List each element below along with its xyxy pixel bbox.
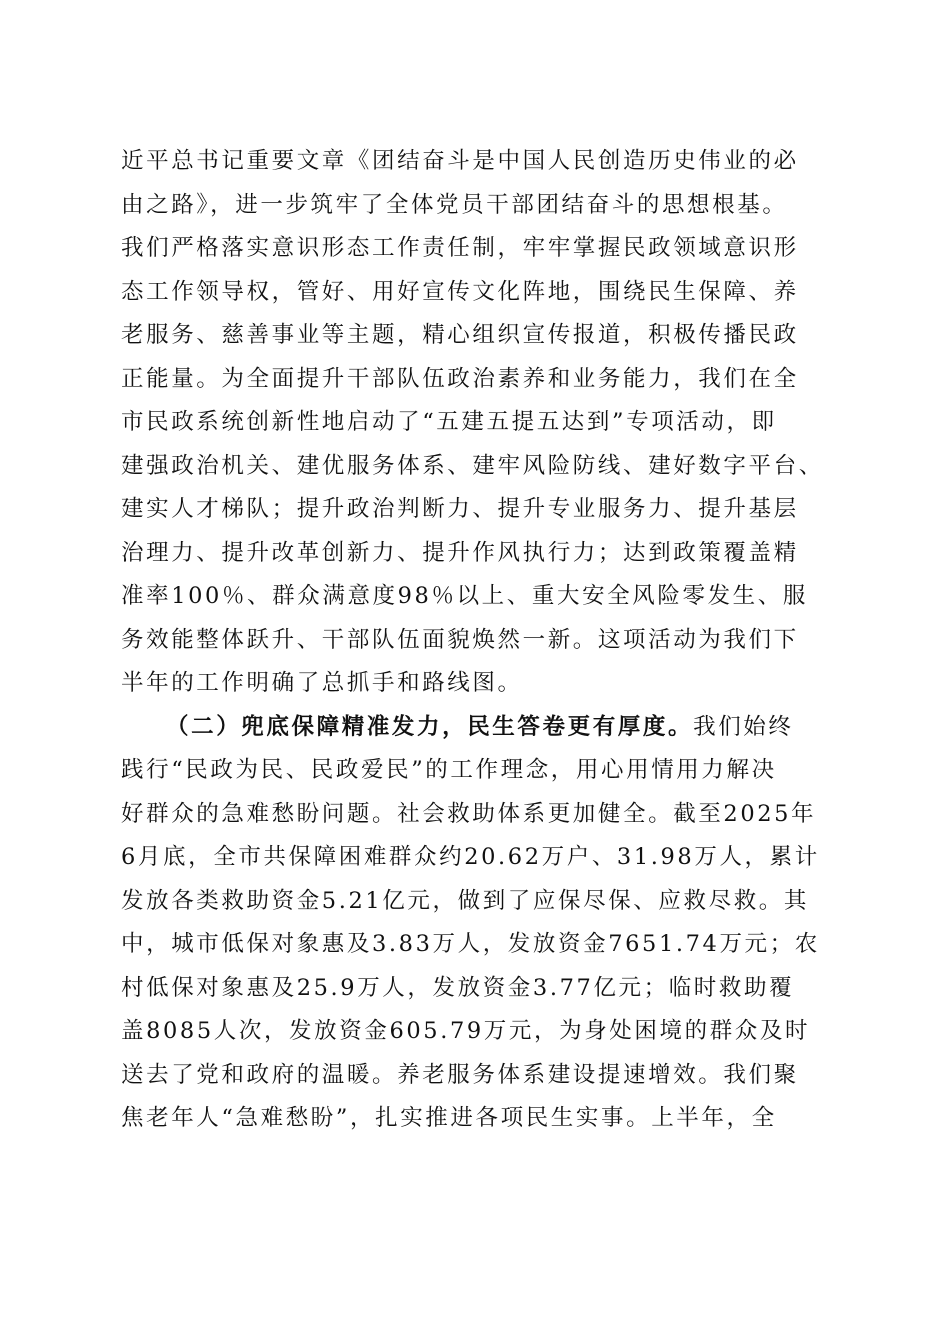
text-line: 务效能整体跃升、干部队伍面貌焕然一新。这项活动为我们下 [121, 626, 799, 653]
text-line: 送去了党和政府的温暖。养老服务体系建设提速增效。我们聚 [121, 1061, 799, 1088]
text-line: 治理力、提升改革创新力、提升作风执行力；达到政策覆盖精 [121, 539, 799, 566]
text-line: 焦老年人“急难愁盼”，扎实推进各项民生实事。上半年，全 [121, 1105, 777, 1131]
text-line: 6月底，全市共保障困难群众约20.62万户、31.98万人，累计 [121, 844, 820, 870]
text-line: 由之路》，进一步筑牢了全体党员干部团结奋斗的思想根基。 [121, 191, 788, 218]
paragraph-1 [121, 140, 841, 706]
section-heading: （二）兜底保障精准发力，民生答卷更有厚度。 [166, 713, 694, 740]
text-line: 我们严格落实意识形态工作责任制，牢牢掌握民政领域意识形 [121, 235, 799, 261]
text-line: 村低保对象惠及25.9万人，发放资金3.77亿元；临时救助覆 [121, 974, 795, 1001]
text-line: 建强政治机关、建优服务体系、建牢风险防线、建好数字平台、 [121, 452, 824, 479]
text-line: 准率100％、群众满意度98％以上、重大安全风险零发生、服 [121, 583, 808, 609]
text-line: 践行“民政为民、民政爱民”的工作理念，用心用情用力解决 [121, 757, 777, 783]
text-line: 发放各类救助资金5.21亿元，做到了应保尽保、应救尽救。其 [121, 887, 809, 914]
text-line: 半年的工作明确了总抓手和路线图。 [121, 670, 523, 696]
text-run: 我们始终 [693, 713, 794, 740]
text-line: 正能量。为全面提升干部队伍政治素养和业务能力，我们在全 [121, 365, 799, 392]
text-line: 好群众的急难愁盼问题。社会救助体系更加健全。截至2025年 [121, 800, 817, 827]
text-line: 态工作领导权，管好、用好宣传文化阵地，围绕民生保障、养 [121, 278, 799, 305]
text-line: 中，城市低保对象惠及3.83万人，发放资金7651.74万元；农 [121, 931, 820, 957]
paragraph-2 [121, 706, 841, 1141]
text-line: 老服务、慈善事业等主题，精心组织宣传报道，积极传播民政 [121, 322, 799, 348]
text-line: 建实人才梯队；提升政治判断力、提升专业服务力、提升基层 [121, 496, 799, 522]
text-line: 盖8085人次，发放资金605.79万元，为身处困境的群众及时 [121, 1018, 811, 1044]
document-body [121, 140, 841, 1141]
text-line: 市民政系统创新性地启动了“五建五提五达到”专项活动，即 [121, 409, 777, 435]
paragraph-2-first-line [121, 706, 841, 750]
text-line: 近平总书记重要文章《团结奋斗是中国人民创造历史伟业的必 [121, 148, 799, 174]
